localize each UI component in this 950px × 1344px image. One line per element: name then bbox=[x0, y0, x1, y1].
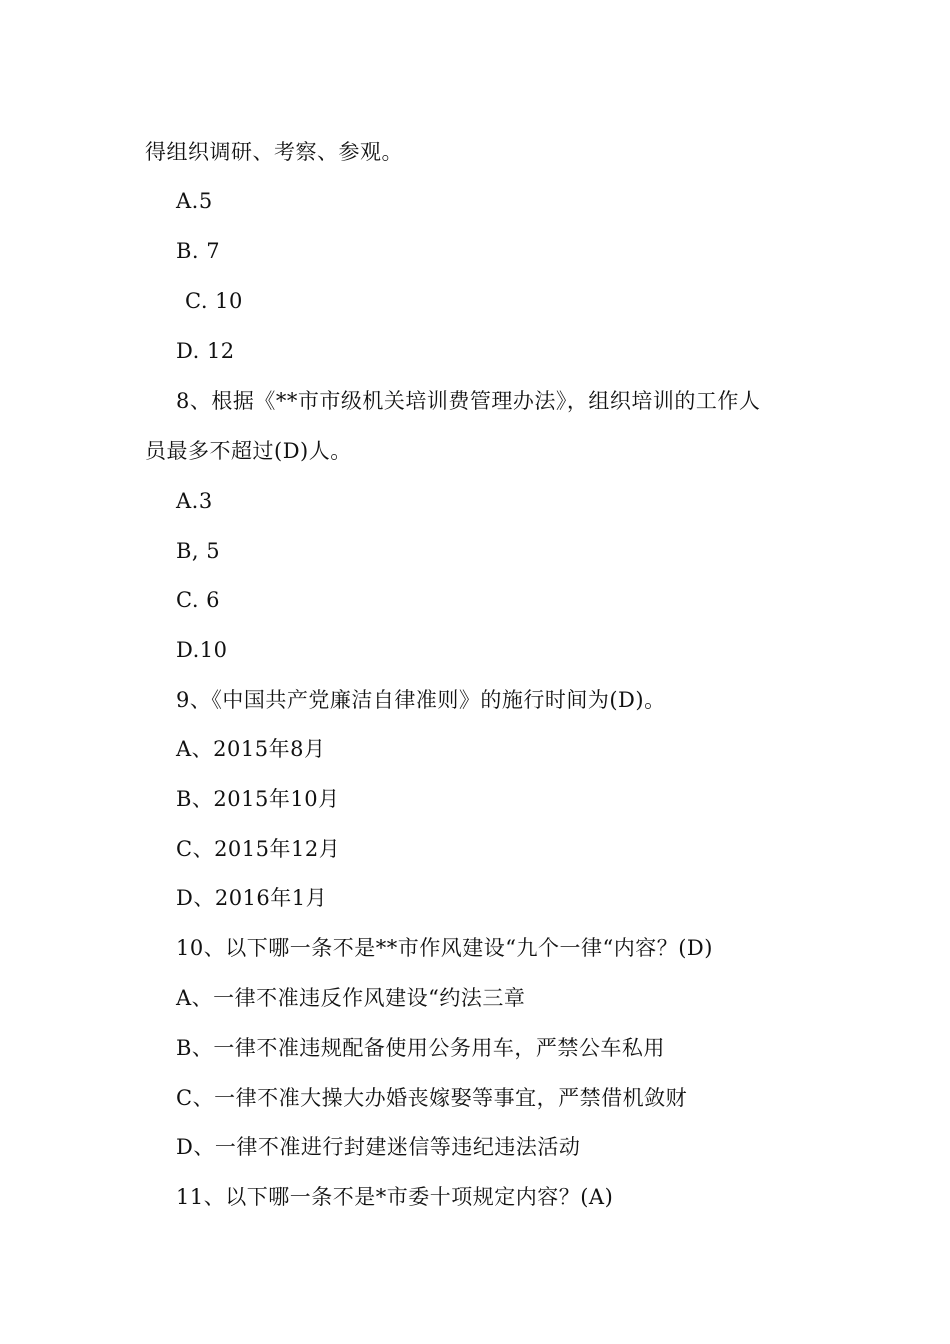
text-line: 员最多不超过(D)人。 bbox=[145, 439, 352, 463]
option-line: A.3 bbox=[176, 489, 213, 513]
option-line: B, 5 bbox=[176, 539, 221, 563]
question-line: 9、《中国共产党廉洁自律准则》的施行时间为(D)。 bbox=[176, 688, 666, 712]
option-line: C. 6 bbox=[176, 588, 221, 612]
question-line: 11、以下哪一条不是*市委十项规定内容？(A) bbox=[176, 1185, 614, 1209]
option-line: D、一律不准进行封建迷信等违纪违法活动 bbox=[176, 1135, 581, 1159]
option-line: C、一律不准大操大办婚丧嫁娶等事宜，严禁借机敛财 bbox=[176, 1086, 688, 1110]
option-line: A.5 bbox=[176, 189, 213, 213]
option-line: B、一律不准违规配备使用公务用车，严禁公车私用 bbox=[176, 1036, 665, 1060]
option-line: D. 12 bbox=[176, 339, 235, 363]
text-line: 得组织调研、考察、参观。 bbox=[145, 140, 403, 164]
question-line: 10、以下哪一条不是**市作风建设“九个一律“内容？(D) bbox=[176, 936, 713, 960]
option-line: A、2015年8月 bbox=[176, 737, 326, 761]
option-line: A、一律不准违反作风建设“约法三章 bbox=[176, 986, 526, 1010]
option-line: B、2015年10月 bbox=[176, 787, 340, 811]
option-line: D.10 bbox=[176, 638, 228, 662]
option-line: C. 10 bbox=[185, 289, 243, 313]
option-line: B. 7 bbox=[176, 239, 221, 263]
option-line: D、2016年1月 bbox=[176, 886, 328, 910]
question-line: 8、根据《**市市级机关培训费管理办法》，组织培训的工作人 bbox=[176, 389, 761, 413]
option-line: C、2015年12月 bbox=[176, 837, 341, 861]
